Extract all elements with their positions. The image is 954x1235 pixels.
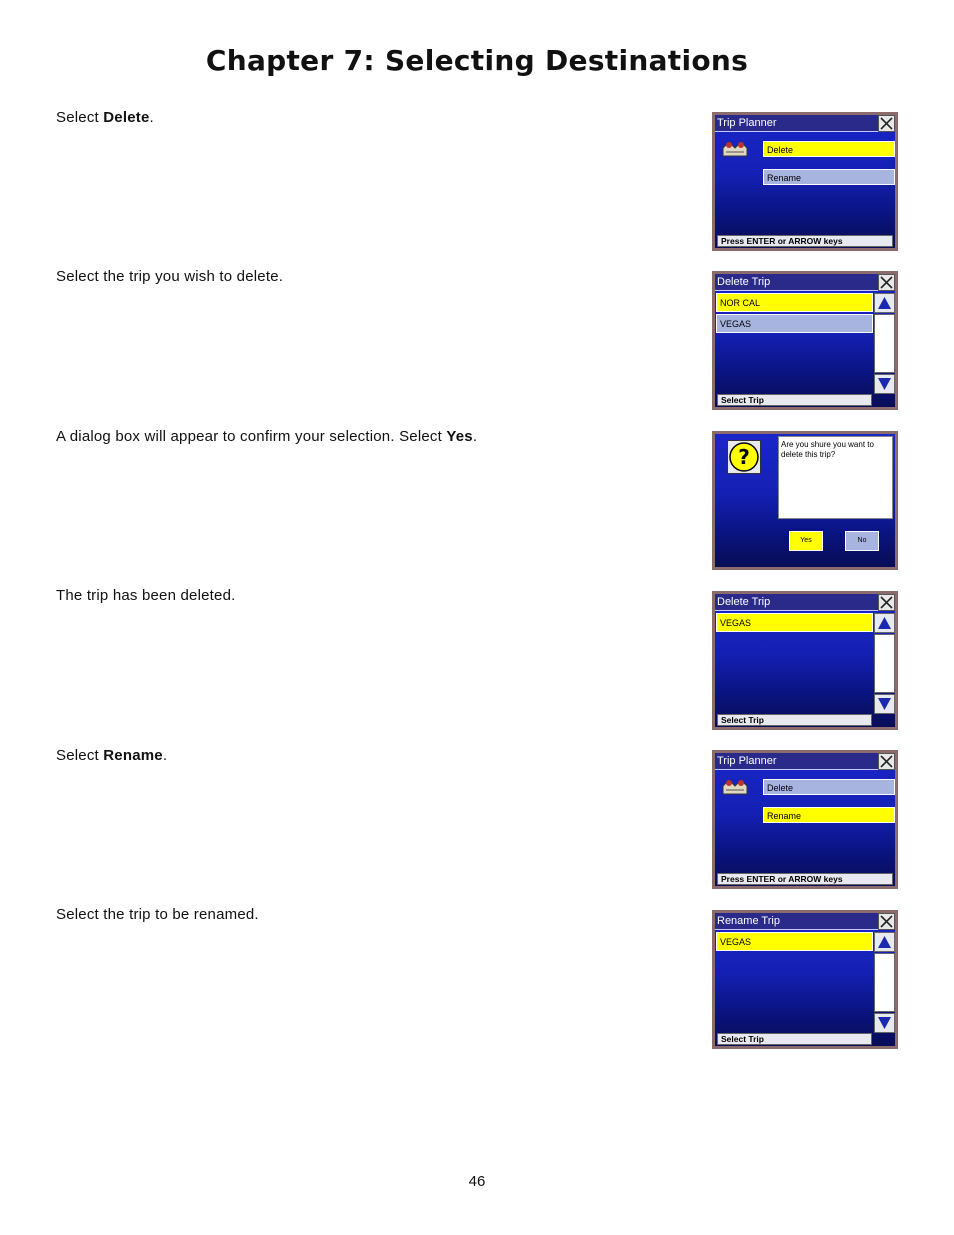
titlebar [715, 115, 895, 132]
dialog-message: Are you shure you want to delete this trip? [778, 436, 893, 519]
list-item-vegas[interactable]: VEGAS [716, 613, 873, 632]
window-title: Delete Trip [717, 276, 771, 288]
step-4-pre: The trip has been deleted. [56, 587, 236, 604]
trip-planner-icon [720, 774, 750, 798]
screen-trip-deleted [712, 591, 898, 730]
step-1-post: . [149, 109, 154, 126]
close-icon [879, 754, 894, 769]
step-1-text [56, 109, 154, 126]
scrollbar-track[interactable] [874, 314, 895, 373]
step-1-pre: Select [56, 109, 104, 126]
screen-delete-trip [712, 271, 898, 410]
scrollbar-track[interactable] [874, 634, 895, 693]
close-button[interactable] [878, 594, 895, 611]
scrollbar-track[interactable] [874, 953, 895, 1012]
status-bar: Select Trip [717, 1033, 872, 1045]
screen-trip-planner-delete [712, 112, 898, 251]
screen-confirm-dialog [712, 431, 898, 570]
delete-button[interactable]: Delete [763, 779, 895, 795]
no-button[interactable]: No [845, 531, 879, 551]
step-6-text [56, 906, 259, 923]
close-icon [879, 595, 894, 610]
status-bar: Select Trip [717, 394, 872, 406]
scroll-up-button[interactable] [874, 932, 895, 952]
close-button[interactable] [878, 274, 895, 291]
arrow-down-icon [875, 375, 894, 393]
delete-button[interactable]: Delete [763, 141, 895, 157]
step-6-pre: Select the trip to be renamed. [56, 906, 259, 923]
titlebar [715, 913, 895, 930]
chapter-title: Chapter 7: Selecting Destinations [205, 44, 749, 77]
scroll-down-button[interactable] [874, 374, 895, 394]
arrow-up-icon [875, 294, 894, 312]
titlebar [715, 274, 895, 291]
status-bar: Press ENTER or ARROW keys [717, 873, 893, 885]
step-2-text [56, 268, 283, 285]
question-icon [728, 441, 760, 473]
close-icon [879, 914, 894, 929]
list-item-nor-cal[interactable]: NOR CAL [716, 293, 873, 312]
titlebar [715, 753, 895, 770]
close-button[interactable] [878, 913, 895, 930]
window-title: Trip Planner [717, 117, 777, 129]
step-5-pre: Select [56, 747, 104, 764]
titlebar [715, 594, 895, 611]
arrow-down-icon [875, 1014, 894, 1032]
arrow-up-icon [875, 614, 894, 632]
arrow-up-icon [875, 933, 894, 951]
window-title: Trip Planner [717, 755, 777, 767]
scroll-up-button[interactable] [874, 613, 895, 633]
window-title: Rename Trip [717, 915, 780, 927]
close-icon [879, 275, 894, 290]
svg-text:?: ? [738, 445, 750, 469]
window-title: Delete Trip [717, 596, 771, 608]
question-icon-box [727, 440, 761, 474]
step-5-post: . [162, 747, 168, 764]
arrow-down-icon [875, 695, 894, 713]
step-3-post: . [472, 428, 478, 445]
step-1-bold: Delete [103, 109, 150, 126]
screen-rename-trip [712, 910, 898, 1049]
step-2-pre: Select the trip you wish to delete. [56, 268, 284, 285]
close-button[interactable] [878, 753, 895, 770]
step-3-pre: A dialog box will appear to confirm your selection. Select [56, 428, 447, 445]
step-5-bold: Rename [103, 747, 163, 764]
page-number: 46 [468, 1173, 486, 1190]
step-3-bold: Yes [446, 428, 473, 445]
list-item-vegas[interactable]: VEGAS [716, 314, 873, 333]
screen-trip-planner-rename [712, 750, 898, 889]
list-item-vegas[interactable]: VEGAS [716, 932, 873, 951]
step-3-text [56, 428, 477, 445]
close-icon [879, 116, 894, 131]
status-bar: Press ENTER or ARROW keys [717, 235, 893, 247]
step-4-text [56, 587, 236, 604]
close-button[interactable] [878, 115, 895, 132]
scroll-up-button[interactable] [874, 293, 895, 313]
trip-planner-icon [720, 136, 750, 160]
yes-button[interactable]: Yes [789, 531, 823, 551]
rename-button[interactable]: Rename [763, 169, 895, 185]
step-5-text [56, 747, 167, 764]
rename-button[interactable]: Rename [763, 807, 895, 823]
status-bar: Select Trip [717, 714, 872, 726]
scroll-down-button[interactable] [874, 694, 895, 714]
scroll-down-button[interactable] [874, 1013, 895, 1033]
